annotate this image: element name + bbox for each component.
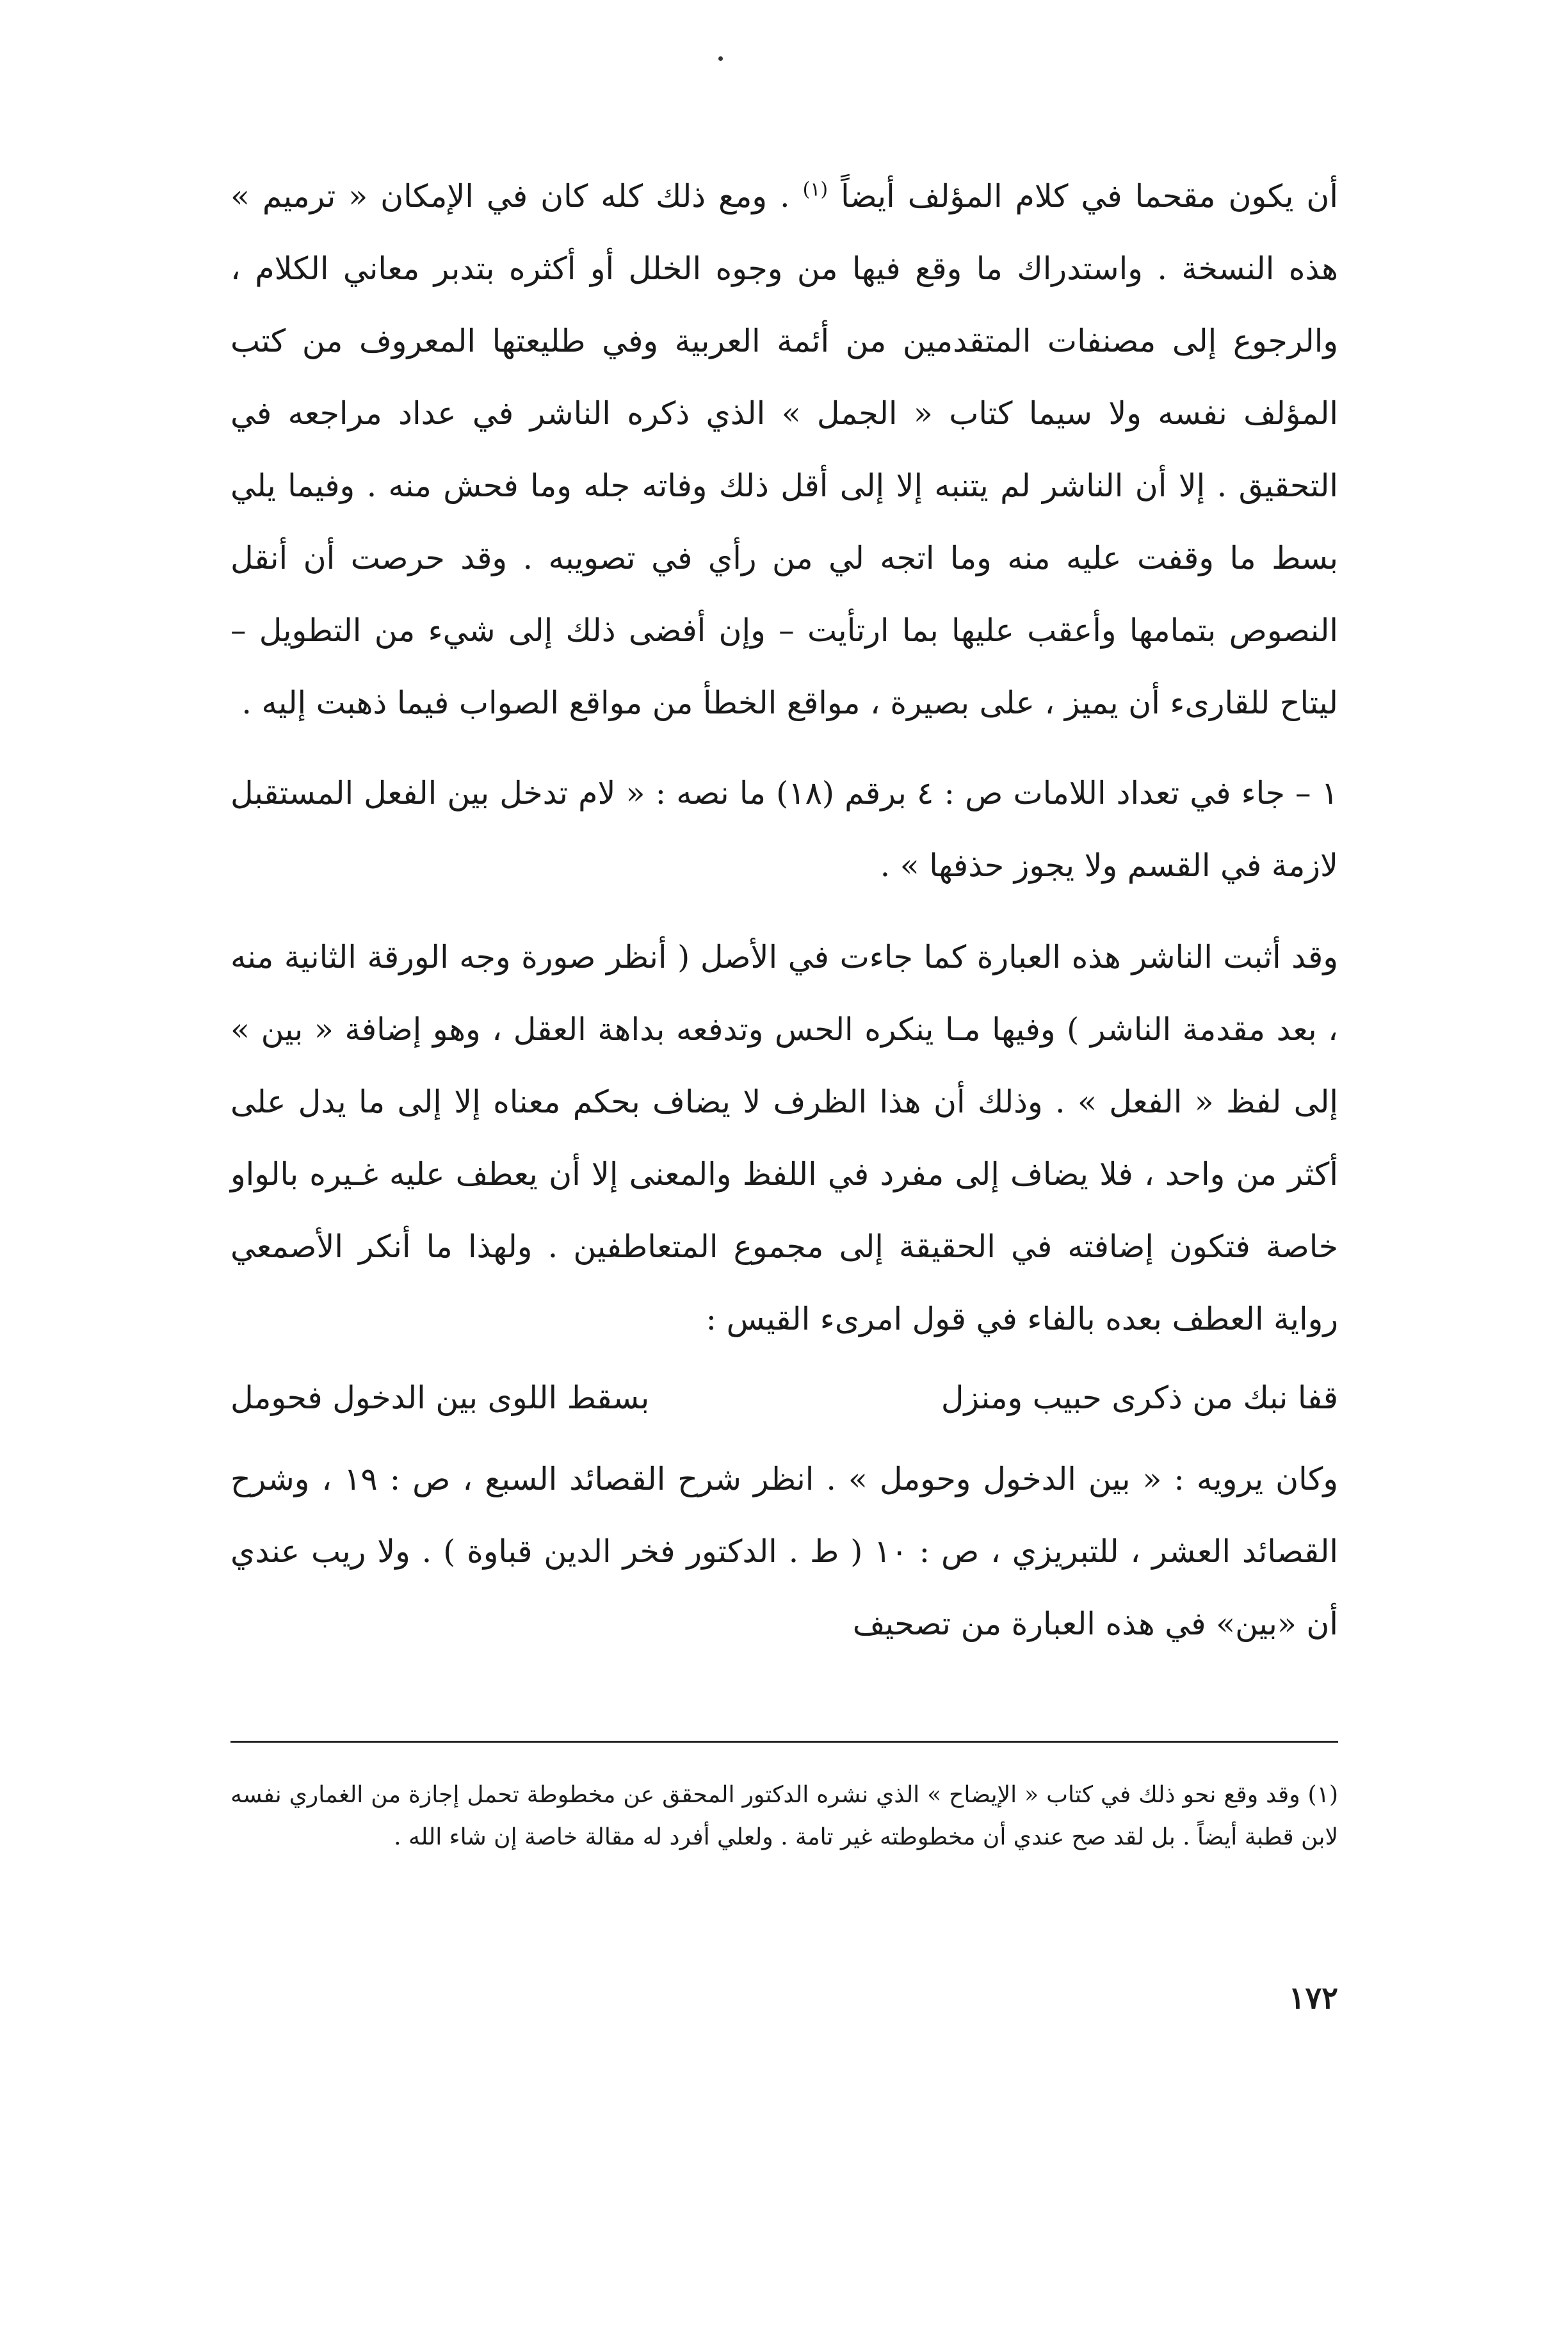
paragraph-intro [230,160,1338,739]
footnote-divider [230,1741,1338,1743]
page-body [230,160,1338,1660]
top-mark [718,56,723,61]
verse-second-hemistich: بسقط اللوى بين الدخول فحومل [230,1380,650,1416]
paragraph-commentary: وقد أثبت الناشر هذه العبارة كما جاءت في الأصل ( أنظر صورة وجه الورقة الثانية منه ، بعد مقدمة الناشر ) وفيها مـا ينكره الحس وتدفعه بداهة العقل ، وهو إضافة « بين » إلى لفظ « الفعل » . وذلك أن هذا الظرف لا يضاف بحكم معناه إلا إلى ما يدل على أكثر من واحد ، فلا يضاف إلى مفرد في اللفظ والمعنى إلا أن يعطف عليه غـيره بالواو خاصة فتكون إضافته في الحقيقة إلى مجموع المتعاطفين . ولهذا ما أنكر الأصمعي رواية العطف بعده بالفاء في قول امرىء القيس : [230,939,1338,1337]
poetry-verse [230,1362,1338,1434]
intro-text-start: أن يكون مقحما في كلام المؤلف أيضاً [841,178,1339,215]
page-number: ١٧٢ [1288,1980,1338,2016]
paragraph-references: وكان يرويه : « بين الدخول وحومل » . انظر شرح القصائد السبع ، ص : ١٩ ، وشرح القصائد العشر ، للتبريزي ، ص : ١٠ ( ط . الدكتور فخر الدين قباوة ) . ولا ريب عندي أن «بين» في هذه العبارة من تصحيف [230,1461,1338,1642]
intro-text-rest: . ومع ذلك كله كان في الإمكان « ترميم » هذه النسخة . واستدراك ما وقع فيها من وجوه الخلل أو أكثره بتدبر معاني الكلام ، والرجوع إلى مصنفات المتقدمين من أئمة العربية وفي طليعتها المعروف من كتب المؤلف نفسه ولا سيما كتاب « الجمل » الذي ذكره الناشر في عداد مراجعه في التحقيق . إلا أن الناشر لم يتنبه إلا إلى أقل ذلك وفاته جله وما فحش منه . وفيما يلي بسط ما وقفت عليه منه وما اتجه لي من رأي في تصويبه . وقد حرصت أن أنقل النصوص بتمامها وأعقب عليها بما ارتأيت – وإن أفضى ذلك إلى شيء من التطويل – ليتاح للقارىء أن يميز ، على بصيرة ، مواقع الخطأ من مواقع الصواب فيما ذهبت إليه . [230,178,1338,721]
footnote: (١) وقد وقع نحو ذلك في كتاب « الإيضاح » الذي نشره الدكتور المحقق عن مخطوطة تحمل إجازة من الغماري نفسه لابن قطبة أيضاً . بل لقد صح عندي أن مخطوطته غير تامة . ولعلي أفرد له مقالة خاصة إن شاء الله . [230,1782,1338,1850]
footnote-reference: (١) [802,178,828,201]
verse-first-hemistich: قفا نبك من ذكرى حبيب ومنزل [941,1380,1338,1416]
paragraph-item-1: ١ – جاء في تعداد اللامات ص : ٤ برقم (١٨) ما نصه : « لام تدخل بين الفعل المستقبل لازمة في القسم ولا يجوز حذفها » . [230,775,1338,884]
